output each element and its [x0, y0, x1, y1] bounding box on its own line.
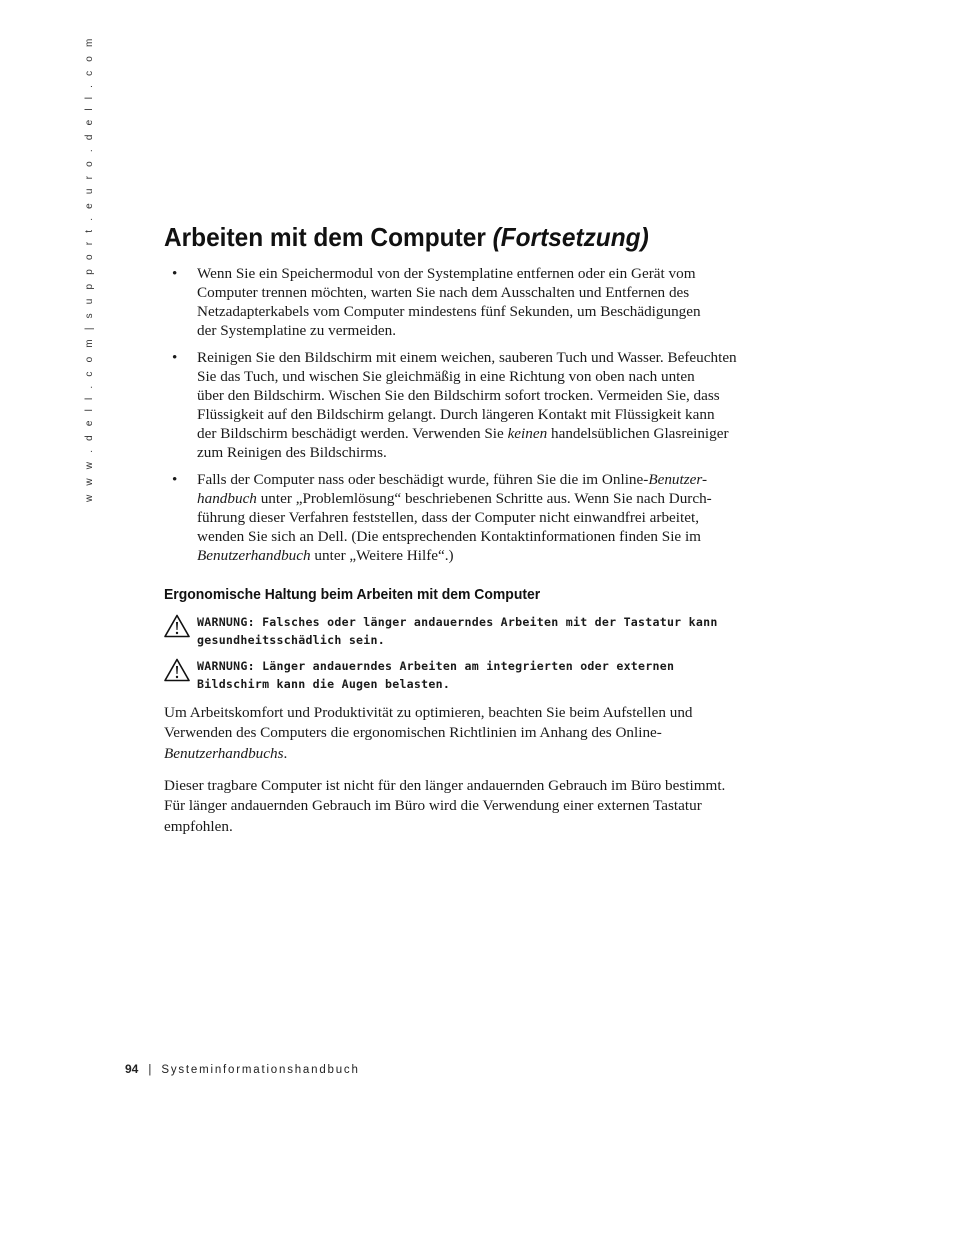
warning-text [197, 614, 764, 649]
emphasis: handbuch [197, 489, 257, 507]
line: Netzadapterkabels vom Computer mindestens fünf Sekunden, um Beschädigungen [197, 302, 701, 320]
line-text: unter „Problemlösung“ beschriebenen Schritte aus. Wenn Sie nach Durch- [256, 489, 712, 507]
bullet-list [164, 265, 784, 574]
warning-line: WARNUNG: Länger andauerndes Arbeiten am integrierten oder externen [197, 659, 675, 673]
line: wenden Sie sich an Dell. (Die entsprechenden Kontaktinformationen finden Sie im [197, 527, 701, 545]
emphasis: Benutzer- [648, 471, 708, 489]
line: über den Bildschirm. Wischen Sie den Bildschirm sofort trocken. Vermeiden Sie, dass [197, 386, 720, 404]
line: der Systemplatine zu vermeiden. [197, 321, 397, 339]
line: Dieser tragbare Computer ist nicht für den länger andauernden Gebrauch im Büro bestimmt. [164, 777, 726, 794]
paragraph [164, 776, 784, 837]
line: führung dieser Verfahren feststellen, dass der Computer nicht einwandfrei arbeitet, [197, 508, 699, 526]
bullet-marker: • [172, 265, 178, 282]
warning-block [164, 614, 764, 649]
emphasis: keinen [507, 424, 548, 442]
list-item [164, 265, 784, 341]
page-title [164, 222, 649, 253]
line: Reinigen Sie den Bildschirm mit einem weichen, sauberen Tuch und Wasser. Befeuchten [197, 349, 737, 367]
footer-separator: | [148, 1064, 152, 1076]
line-text: Falls der Computer nass oder beschädigt wurde, führen Sie die im Online- [197, 471, 649, 489]
list-item [164, 471, 784, 566]
title-continued: (Fortsetzung) [492, 222, 649, 252]
line: empfohlen. [164, 817, 233, 835]
warning-line: Bildschirm kann die Augen belasten. [197, 676, 451, 691]
line: Flüssigkeit auf den Bildschirm gelangt. Durch längeren Kontakt mit Flüssigkeit kann [197, 405, 715, 423]
section-heading: Ergonomische Haltung beim Arbeiten mit dem Computer [164, 586, 541, 603]
paragraph [164, 703, 784, 764]
page-footer [125, 1062, 360, 1076]
line: Computer trennen möchten, warten Sie nach dem Ausschalten und Entfernen des [197, 283, 690, 301]
bullet-marker: • [172, 471, 178, 489]
page-number: 94 [125, 1062, 139, 1076]
book-title: Systeminformationshandbuch [161, 1064, 360, 1076]
line: Verwenden des Computers die ergonomischen Richtlinien im Anhang des Online- [164, 724, 662, 742]
warning-line: WARNUNG: Falsches oder länger andauerndes Arbeiten mit der Tastatur kann [197, 615, 718, 629]
line: Wenn Sie ein Speichermodul von der Systemplatine entfernen oder ein Gerät vom [197, 265, 696, 282]
line-text: handelsüblichen Glasreiniger [547, 424, 729, 442]
warning-block [164, 658, 764, 693]
warning-line: gesundheitsschädlich sein. [197, 632, 385, 647]
title-main: Arbeiten mit dem Computer [164, 222, 493, 252]
line: Sie das Tuch, und wischen Sie gleichmäßig in eine Richtung von oben nach unten [197, 368, 695, 386]
warning-icon [164, 658, 190, 682]
line: Für länger andauernden Gebrauch im Büro wird die Verwendung einer externen Tastatur [164, 797, 702, 815]
warning-text [197, 658, 764, 693]
line: Um Arbeitskomfort und Produktivität zu optimieren, beachten Sie beim Aufstellen und [164, 704, 693, 721]
list-item [164, 349, 784, 462]
emphasis: Benutzerhandbuchs [164, 744, 284, 762]
line: zum Reinigen des Bildschirms. [197, 443, 387, 461]
emphasis: Benutzerhandbuch [197, 546, 311, 564]
line-text: unter „Weitere Hilfe“.) [310, 546, 454, 564]
side-url: w w w . d e l l . c o m | s u p p o r t . e u r o . d e l l . c o m [84, 35, 95, 502]
bullet-marker: • [172, 349, 178, 367]
warning-icon [164, 614, 190, 638]
line-text: der Bildschirm beschädigt werden. Verwenden Sie [197, 424, 508, 442]
line-text: . [283, 744, 288, 762]
